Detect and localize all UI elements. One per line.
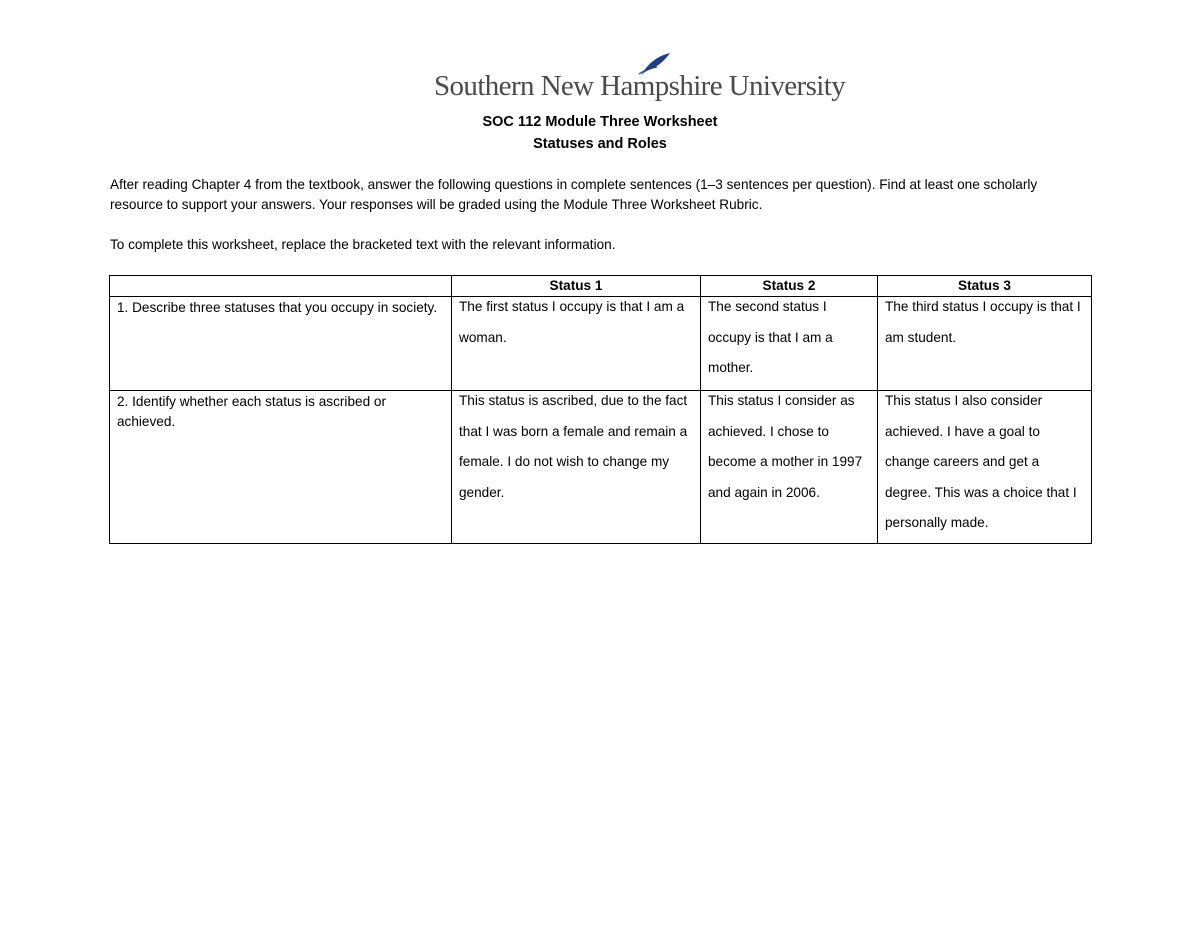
answer-cell[interactable] — [701, 297, 878, 391]
table-header-cell: Status 3 — [878, 276, 1092, 297]
page-subtitle: Statuses and Roles — [533, 136, 667, 152]
logo-wordmark: Southern New Hampshire University — [434, 70, 846, 102]
instructions-paragraph: After reading Chapter 4 from the textbook, answer the following questions in complete sentences (1–3 sentences per question). Find at least one scholarly resource to support your answers. Your responses will be graded using the Module Three Worksheet Rubric. — [110, 177, 1038, 212]
instructions — [110, 175, 1090, 255]
table-row — [110, 391, 1092, 544]
question-cell: 1. Describe three statuses that you occupy in society. — [110, 297, 452, 391]
instructions-paragraph: To complete this worksheet, replace the bracketed text with the relevant information. — [110, 237, 616, 252]
answer-text: The first status I occupy is that I am a woman. — [459, 299, 685, 345]
answer-cell[interactable] — [452, 297, 701, 391]
answer-cell[interactable] — [878, 297, 1092, 391]
statuses-table — [109, 275, 1092, 544]
answer-text: This status I also consider achieved. I have a goal to change careers and get a degree. This was a choice that I personally made. — [885, 393, 1077, 530]
answer-text: The third status I occupy is that I am student. — [885, 299, 1081, 345]
university-logo — [434, 52, 846, 108]
answer-cell[interactable] — [701, 391, 878, 544]
table-header-cell: Status 2 — [701, 276, 878, 297]
answer-text: This status is ascribed, due to the fact that I was born a female and remain a female. I do not wish to change my gender. — [459, 393, 688, 500]
page-title: SOC 112 Module Three Worksheet — [482, 114, 718, 130]
answer-cell[interactable] — [452, 391, 701, 544]
table-header-cell — [110, 276, 452, 297]
answer-cell[interactable] — [878, 391, 1092, 544]
answer-text: This status I consider as achieved. I chose to become a mother in 1997 and again in 2006. — [708, 393, 863, 500]
worksheet-title-block — [0, 111, 1200, 155]
answer-text: The second status I occupy is that I am a mother. — [708, 299, 833, 375]
table-header-cell: Status 1 — [452, 276, 701, 297]
question-cell: 2. Identify whether each status is ascribed or achieved. — [110, 391, 452, 544]
table-row — [110, 297, 1092, 391]
